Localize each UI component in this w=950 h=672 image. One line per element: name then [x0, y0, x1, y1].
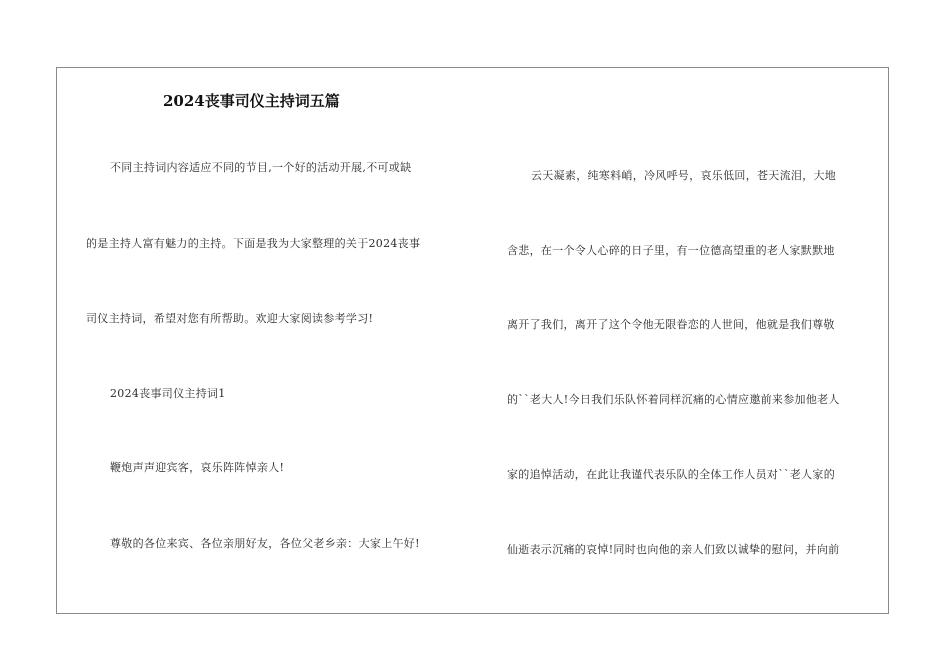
paragraph-line: 含悲，在一个令人心碎的日子里，有一位德高望重的老人家默默地	[507, 244, 835, 257]
paragraph-line: 鞭炮声声迎宾客，哀乐阵阵悼亲人!	[110, 461, 285, 474]
paragraph-line: 家的追悼活动，在此让我谨代表乐队的全体工作人员对``老人家的	[507, 468, 835, 481]
section-heading: 2024丧事司仪主持词1	[110, 387, 226, 400]
paragraph-line: 的是主持人富有魅力的主持。下面是我为大家整理的关于2024丧事	[86, 237, 421, 250]
page-border	[56, 67, 889, 614]
paragraph-line: 尊敬的各位来宾、各位亲朋好友，各位父老乡亲：大家上午好!	[110, 537, 420, 550]
paragraph-line: 云天凝素，纯寒料峭，冷风呼号，哀乐低回，苍天流泪，大地	[531, 169, 837, 182]
paragraph-line: 仙逝表示沉痛的哀悼!同时也向他的亲人们致以诚挚的慰问，并向前	[507, 543, 840, 556]
document-title: 2024丧事司仪主持词五篇	[163, 92, 340, 110]
paragraph-line: 不同主持词内容适应不同的节目,一个好的活动开展,不可或缺	[110, 161, 412, 174]
paragraph-line: 的``老大人!今日我们乐队怀着同样沉痛的心情应邀前来参加他老人	[507, 393, 840, 406]
paragraph-line: 离开了我们，离开了这个令他无限眷恋的人世间，他就是我们尊敬	[507, 318, 835, 331]
paragraph-line: 司仪主持词，希望对您有所帮助。欢迎大家阅读参考学习!	[86, 312, 374, 325]
